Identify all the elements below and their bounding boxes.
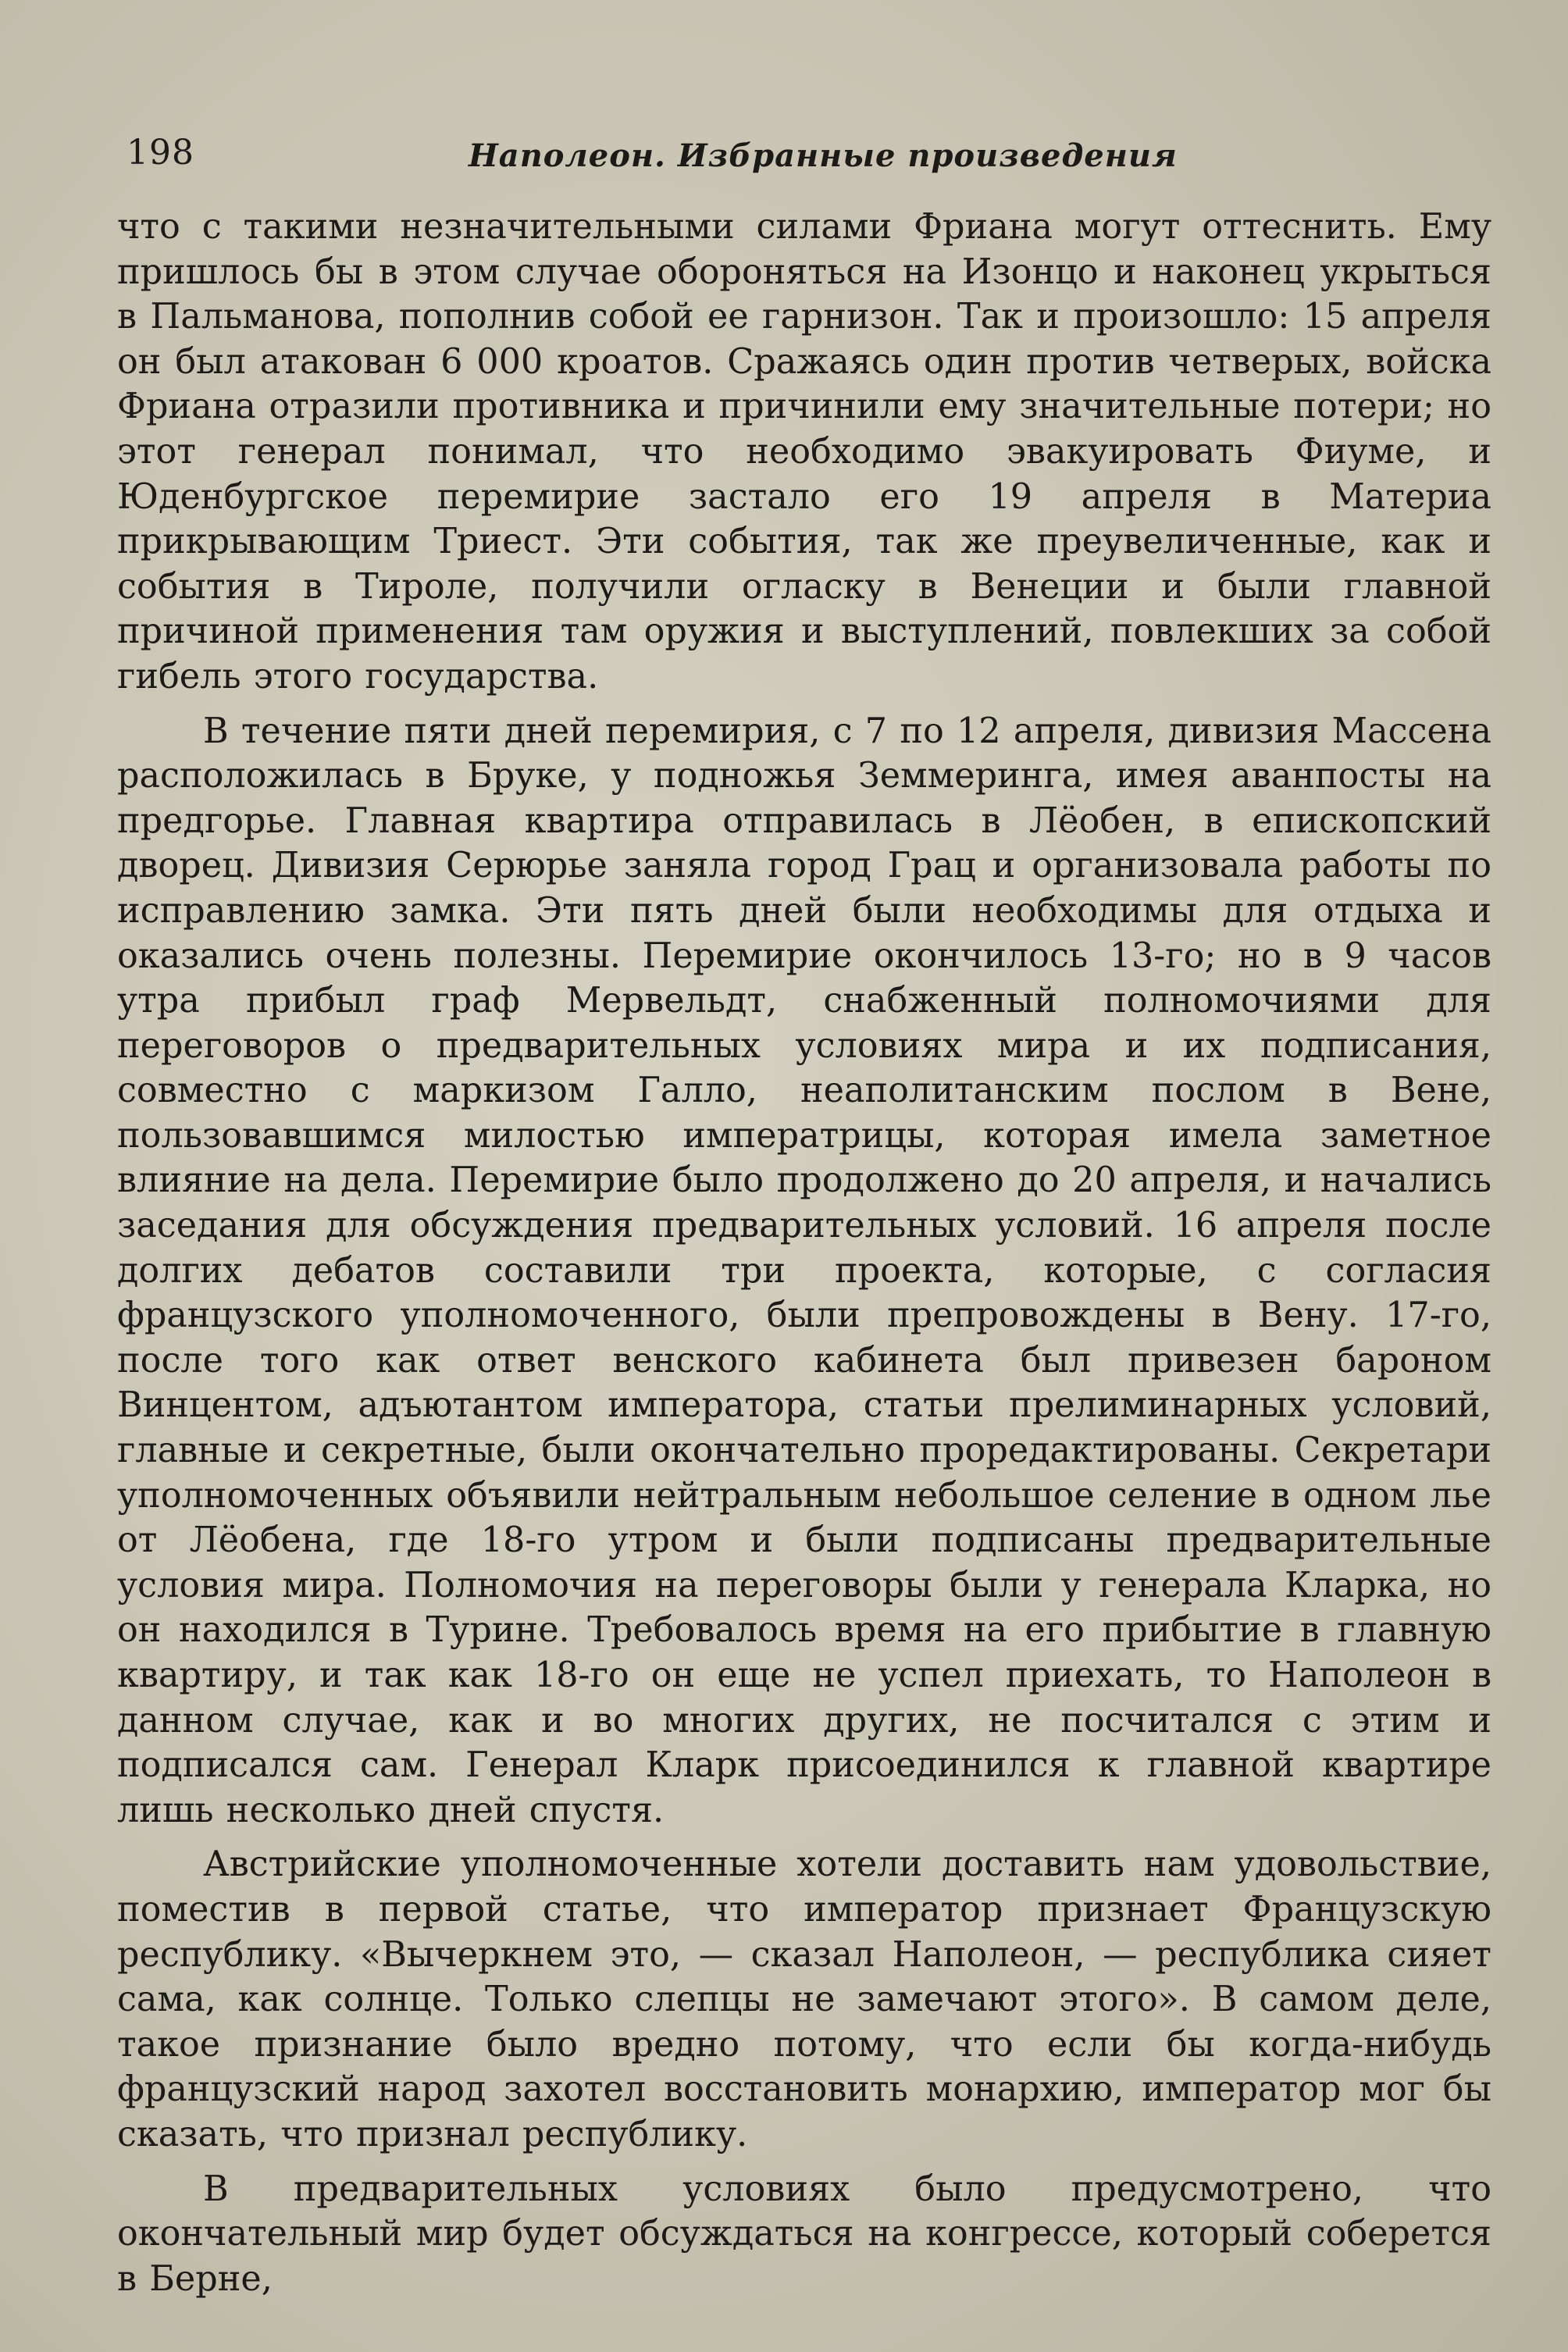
- page-number: 198: [127, 133, 194, 173]
- paragraph: В течение пяти дней перемирия, с 7 по 12 апреля, дивизия Массена расположилась в Бруке, у подножья Земмеринга, имея аванпосты на предгорье. Главная квартира отправилась в Лёобен, в епископский дворец. Дивизия Серюрье заняла город Грац и организовала работы по исправлению замка. Эти пять дней были необходимы для отдыха и оказались очень полезны. Перемирие окончилось 13-го; но в 9 часов утра прибыл граф Мервельдт, снабженный полномочиями для переговоров о предварительных условиях мира и их подписания, совместно с маркизом Галло, неаполитанским послом в Вене, пользовавшимся милостью императрицы, которая имела заметное влияние на дела. Перемирие было продолжено до 20 апреля, и начались заседания для обсуждения предварительных условий. 16 апреля после долгих дебатов составили три проекта, которые, с согласия французского уполномоченного, были препровождены в Вену. 17-го, после того как ответ венского кабинета был привезен бароном Винцентом, адъютантом императора, статьи прелиминарных условий, главные и секретные, были окончательно проредактированы. Секретари уполномоченных объявили нейтральным небольшое селение в одном лье от Лёобена, где 18-го утром и были подписаны предварительные условия мира. Полномочия на переговоры были у генерала Кларка, но он находился в Турине. Требовалось время на его прибытие в главную квартиру, и так как 18-го он еще не успел приехать, то Наполеон в данном случае, как и во многих других, не посчитался с этим и подписался сам. Генерал Кларк присоединился к главной квартире лишь несколько дней спустя.: [117, 711, 1491, 1830]
- body-text: [117, 205, 1491, 2301]
- paragraph: что с такими незначительными силами Фриана могут оттеснить. Ему пришлось бы в этом случае обороняться на Изонцо и наконец укрыться в Пальманова, пополнив собой ее гарнизон. Так и произошло: 15 апреля он был атакован 6 000 кроатов. Сражаясь один против четверых, войска Фриана отразили противника и причинили ему значительные потери; но этот генерал понимал, что необходимо эвакуировать Фиуме, и Юденбургское перемирие застало его 19 апреля в Материа прикрывающим Триест. Эти события, так же преувеличенные, как и события в Тироле, получили огласку в Венеции и были главной причиной применения там оружия и выступлений, повлекших за собой гибель этого государства.: [117, 207, 1491, 697]
- page-header: [117, 133, 1491, 187]
- paragraph: Австрийские уполномоченные хотели доставить нам удовольствие, поместив в первой статье, что император признает Французскую республику. «Вычеркнем это, — сказал Наполеон, — республика сияет сама, как солнце. Только слепцы не замечают этого». В самом деле, такое признание было вредно потому, что если бы когда-нибудь французский народ захотел восстановить монархию, император мог бы сказать, что признал республику.: [117, 1844, 1491, 2154]
- paragraph: В предварительных условиях было предусмотрено, что окончательный мир будет обсуждаться на конгрессе, который соберется в Берне,: [117, 2168, 1491, 2299]
- running-head: Наполеон. Избранные произведения: [469, 137, 1178, 174]
- book-page: [117, 133, 1491, 2301]
